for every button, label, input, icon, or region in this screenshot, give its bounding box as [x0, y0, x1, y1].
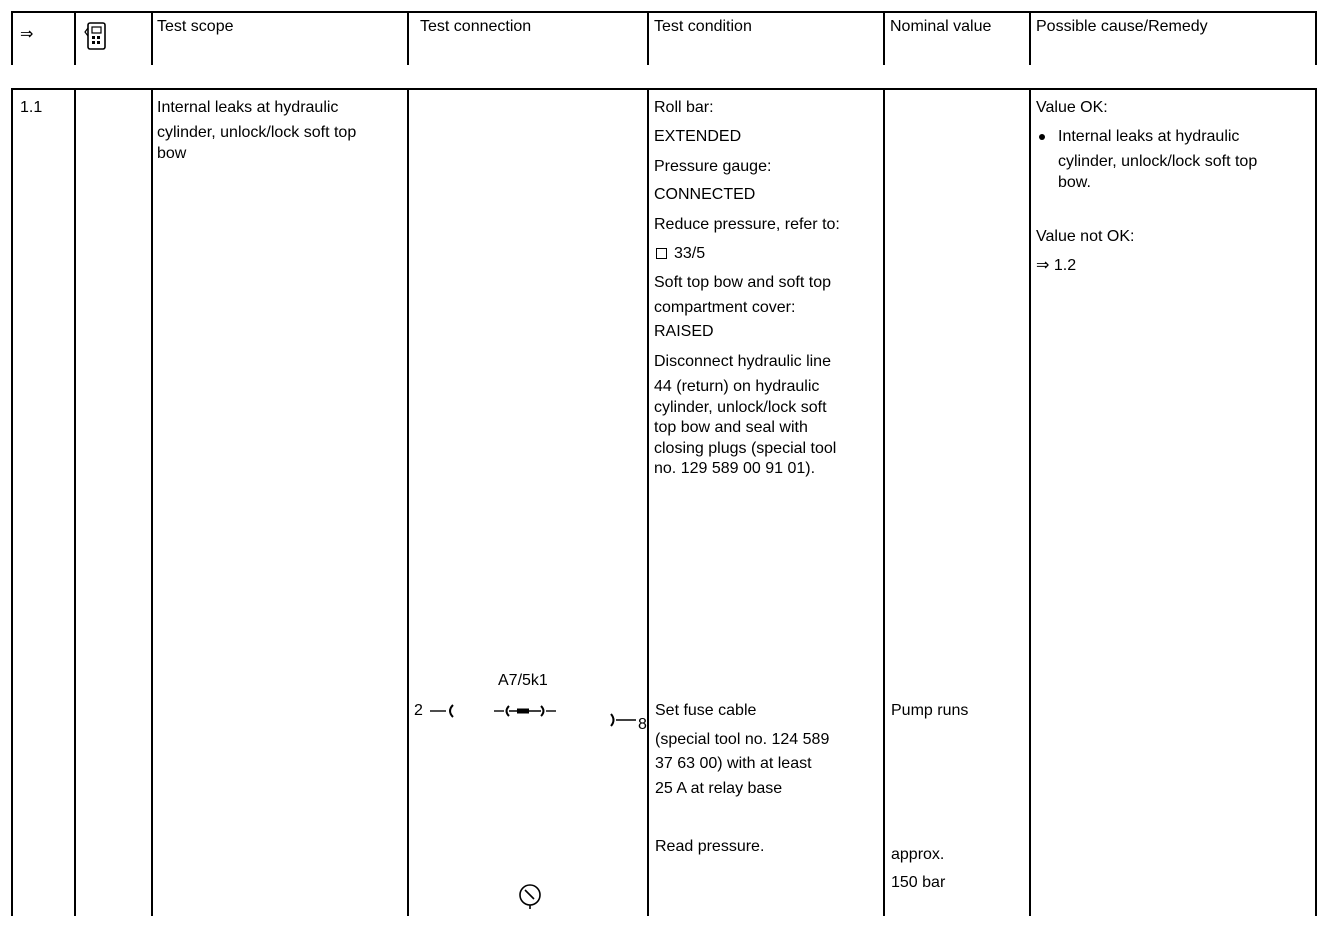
header-arrow: ⇒ — [20, 26, 34, 43]
header-col-border — [151, 11, 153, 65]
pressure-gauge-icon — [517, 882, 545, 912]
body-col-border — [1315, 88, 1317, 916]
step-number: 1.1 — [20, 99, 43, 116]
condition-line: CONNECTED — [654, 186, 756, 203]
nominal-value-line: Pump runs — [891, 702, 969, 719]
header-col-border — [74, 11, 76, 65]
body-col-border — [883, 88, 885, 916]
condition-line: Disconnect hydraulic line — [654, 353, 831, 370]
value-ok-item-line: bow. — [1058, 174, 1091, 191]
body-col-border — [407, 88, 409, 916]
condition-line: RAISED — [654, 323, 714, 340]
condition-reference — [654, 244, 705, 264]
nominal-value-line: 150 bar — [891, 874, 946, 891]
condition-line: cylinder, unlock/lock soft — [654, 399, 827, 416]
header-col-border — [1029, 11, 1031, 65]
header-nominal-value: Nominal value — [890, 18, 992, 35]
condition-line: closing plugs (special tool — [654, 440, 837, 457]
condition-line: 37 63 00) with at least — [655, 755, 812, 772]
header-test-scope: Test scope — [157, 18, 234, 35]
condition-line: EXTENDED — [654, 128, 742, 145]
bullet-icon — [1039, 134, 1045, 140]
condition-line: Read pressure. — [655, 838, 765, 855]
value-not-ok-reference: ⇒ 1.2 — [1036, 257, 1077, 274]
body-top-border — [11, 88, 1317, 90]
header-col-border — [883, 11, 885, 65]
header-col-border — [407, 11, 409, 65]
value-ok-item-line: Internal leaks at hydraulic — [1058, 128, 1240, 145]
condition-line: Set fuse cable — [655, 702, 757, 719]
condition-line: Soft top bow and soft top — [654, 274, 832, 291]
condition-line: Roll bar: — [654, 99, 714, 116]
body-col-border — [74, 88, 76, 916]
test-scope-line: Internal leaks at hydraulic — [157, 99, 339, 116]
condition-line: 44 (return) on hydraulic — [654, 378, 820, 395]
condition-line: no. 129 589 00 91 01). — [654, 460, 816, 477]
pin-left-label: 2 — [414, 702, 423, 719]
test-scope-line: bow — [157, 145, 187, 162]
condition-line: (special tool no. 124 589 — [655, 731, 830, 748]
header-col-border — [11, 11, 13, 65]
test-device-icon — [84, 20, 110, 52]
relay-label: A7/5k1 — [498, 672, 548, 689]
condition-line: Reduce pressure, refer to: — [654, 216, 840, 233]
condition-line: compartment cover: — [654, 299, 796, 316]
value-ok-item-line: cylinder, unlock/lock soft top — [1058, 153, 1258, 170]
square-symbol-icon — [656, 248, 667, 259]
header-col-border — [647, 11, 649, 65]
pin-right-label: 8 — [638, 716, 647, 733]
header-top-border — [11, 11, 1317, 13]
header-test-connection: Test connection — [420, 18, 532, 35]
body-col-border — [1029, 88, 1031, 916]
header-col-border — [1315, 11, 1317, 65]
value-not-ok-title: Value not OK: — [1036, 228, 1135, 245]
condition-line: Pressure gauge: — [654, 158, 772, 175]
body-col-border — [647, 88, 649, 916]
body-col-border — [151, 88, 153, 916]
header-test-condition: Test condition — [654, 18, 752, 35]
test-scope-line: cylinder, unlock/lock soft top — [157, 124, 357, 141]
nominal-value-line: approx. — [891, 846, 945, 863]
body-col-border — [11, 88, 13, 916]
header-possible-cause: Possible cause/Remedy — [1036, 18, 1208, 35]
value-ok-title: Value OK: — [1036, 99, 1108, 116]
fuse-cable-diagram — [430, 700, 660, 724]
condition-reference-text: 33/5 — [674, 245, 706, 262]
condition-line: top bow and seal with — [654, 419, 808, 436]
condition-line: 25 A at relay base — [655, 780, 783, 797]
